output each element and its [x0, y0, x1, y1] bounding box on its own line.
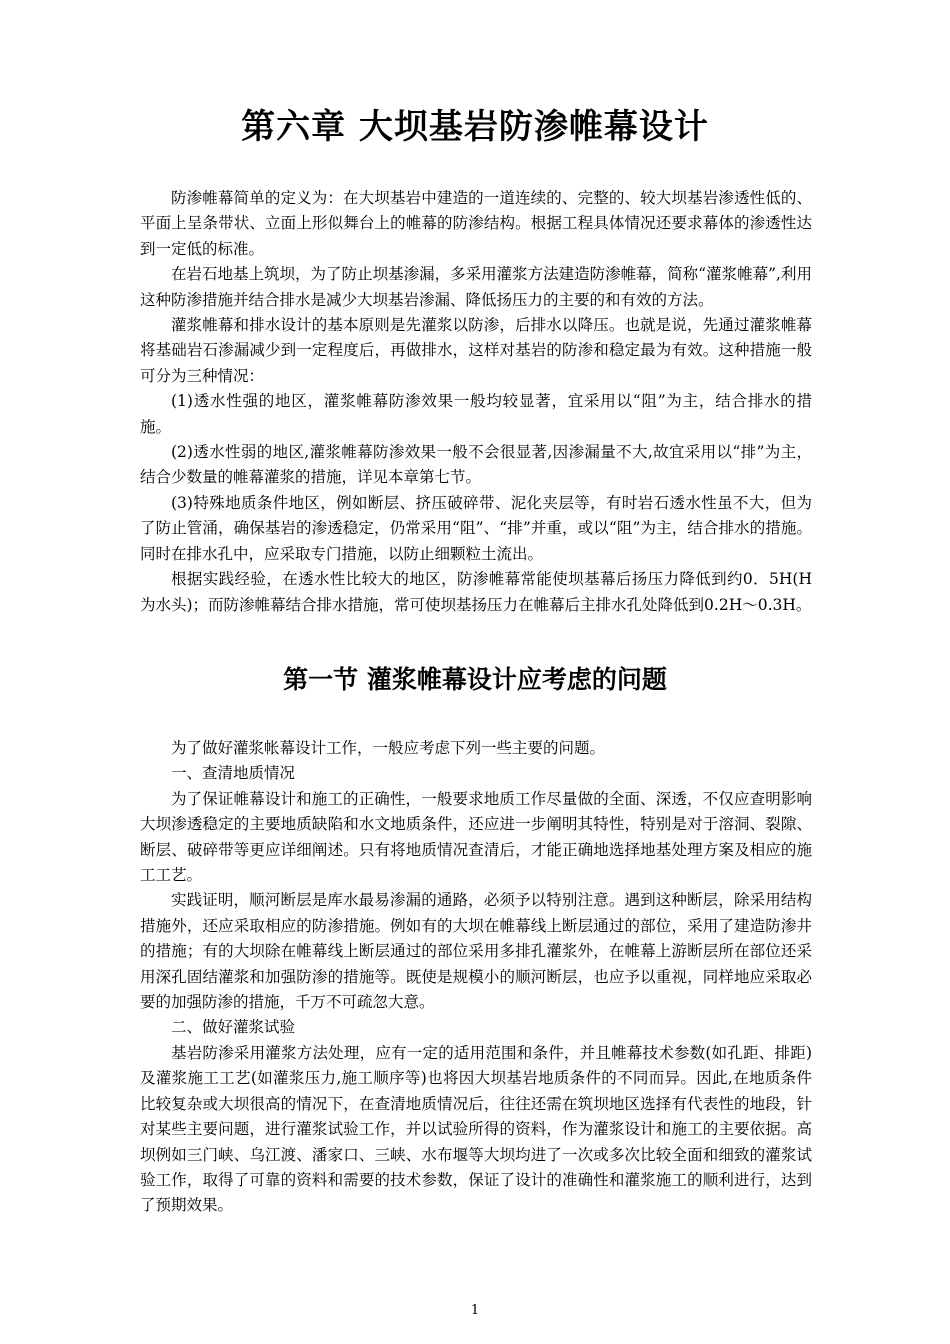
- paragraph: 实践证明，顺河断层是库水最易渗漏的通路，必须予以特别注意。遇到这种断层，除采用结构措施外，还应采取相应的防渗措施。例如有的大坝在帷幕线上断层通过的部位，采用了建造防渗井的措施；有的大坝除在帷幕线上断层通过的部位采用多排孔灌浆外，在帷幕上游断层所在部位还采用深孔固结灌浆和加强防渗的措施等。既使是规模小的顺河断层，也应予以重视，同样地应采取必要的加强防渗的措施，千万不可疏忽大意。: [140, 891, 812, 1012]
- subheading: 一、查清地质情况: [171, 764, 296, 783]
- intro-text: [140, 186, 812, 618]
- paragraph: (1)透水性强的地区，灌浆帷幕防渗效果一般均较显著，宜采用以“阻”为主，结合排水的措施。: [140, 392, 812, 436]
- subheading: 二、做好灌浆试验: [171, 1018, 296, 1037]
- page-number: 1: [470, 1303, 480, 1318]
- section-title: 第一节 灌浆帷幕设计应考虑的问题: [283, 665, 667, 694]
- paragraph: 灌浆帷幕和排水设计的基本原则是先灌浆以防渗，后排水以降压。也就是说，先通过灌浆帷幕将基础岩石渗漏减少到一定程度后，再做排水，这样对基岩的防渗和稳定最为有效。这种措施一般可分为三种情况：: [140, 316, 812, 385]
- paragraph: (2)透水性弱的地区,灌浆帷幕防渗效果一般不会很显著,因渗漏量不大,故宜采用以“排”为主，结合少数量的帷幕灌浆的措施，详见本章第七节。: [140, 443, 812, 487]
- paragraph: 防渗帷幕简单的定义为：在大坝基岩中建造的一道连续的、完整的、较大坝基岩渗透性低的、平面上呈条带状、立面上形似舞台上的帷幕的防渗结构。根据工程具体情况还要求幕体的渗透性达到一定低的标准。: [140, 189, 812, 258]
- paragraph: 根据实践经验，在透水性比较大的地区，防渗帷幕常能使坝基幕后扬压力降低到约0．5H(H为水头)；而防渗帷幕结合排水措施，常可使坝基扬压力在帷幕后主排水孔处降低到0.2H～0.3H。: [140, 570, 812, 614]
- paragraph: 为了保证帷幕设计和施工的正确性，一般要求地质工作尽量做的全面、深透，不仅应查明影响大坝渗透稳定的主要地质缺陷和水文地质条件，还应进一步阐明其特性，特别是对于溶洞、裂隙、断层、破碎带等更应详细阐述。只有将地质情况查清后，才能正确地选择地基处理方案及相应的施工工艺。: [140, 789, 812, 885]
- chapter-title: 第六章 大坝基岩防渗帷幕设计: [241, 107, 709, 147]
- section-text: [140, 736, 812, 1219]
- paragraph: 基岩防渗采用灌浆方法处理，应有一定的适用范围和条件，并且帷幕技术参数(如孔距、排距)及灌浆施工工艺(如灌浆压力,施工顺序等)也将因大坝基岩地质条件的不同而异。因此,在地质条件比较复杂或大坝很高的情况下，在查清地质情况后，往往还需在筑坝地区选择有代表性的地段，针对某些主要问题，进行灌浆试验工作，并以试验所得的资料，作为灌浆设计和施工的主要依据。高坝例如三门峡、乌江渡、潘家口、三峡、水布堰等大坝均进了一次或多次比较全面和细致的灌浆试验工作，取得了可靠的资料和需要的技术参数，保证了设计的准确性和灌浆施工的顺利进行，达到了预期效果。: [140, 1043, 812, 1215]
- paragraph: (3)特殊地质条件地区，例如断层、挤压破碎带、泥化夹层等，有时岩石透水性虽不大，但为了防止管涌，确保基岩的渗透稳定，仍常采用“阻”、“排”并重，或以“阻”为主，结合排水的措施。同时在排水孔中，应采取专门措施，以防止细颗粒土流出。: [140, 493, 812, 563]
- paragraph: 为了做好灌浆帐幕设计工作，一般应考虑下列一些主要的问题。: [171, 739, 606, 757]
- paragraph: 在岩石地基上筑坝，为了防止坝基渗漏，多采用灌浆方法建造防渗帷幕，简称“灌浆帷幕”,利用这种防渗措施并结合排水是减少大坝基岩渗漏、降低扬压力的主要的和有效的方法。: [140, 265, 812, 309]
